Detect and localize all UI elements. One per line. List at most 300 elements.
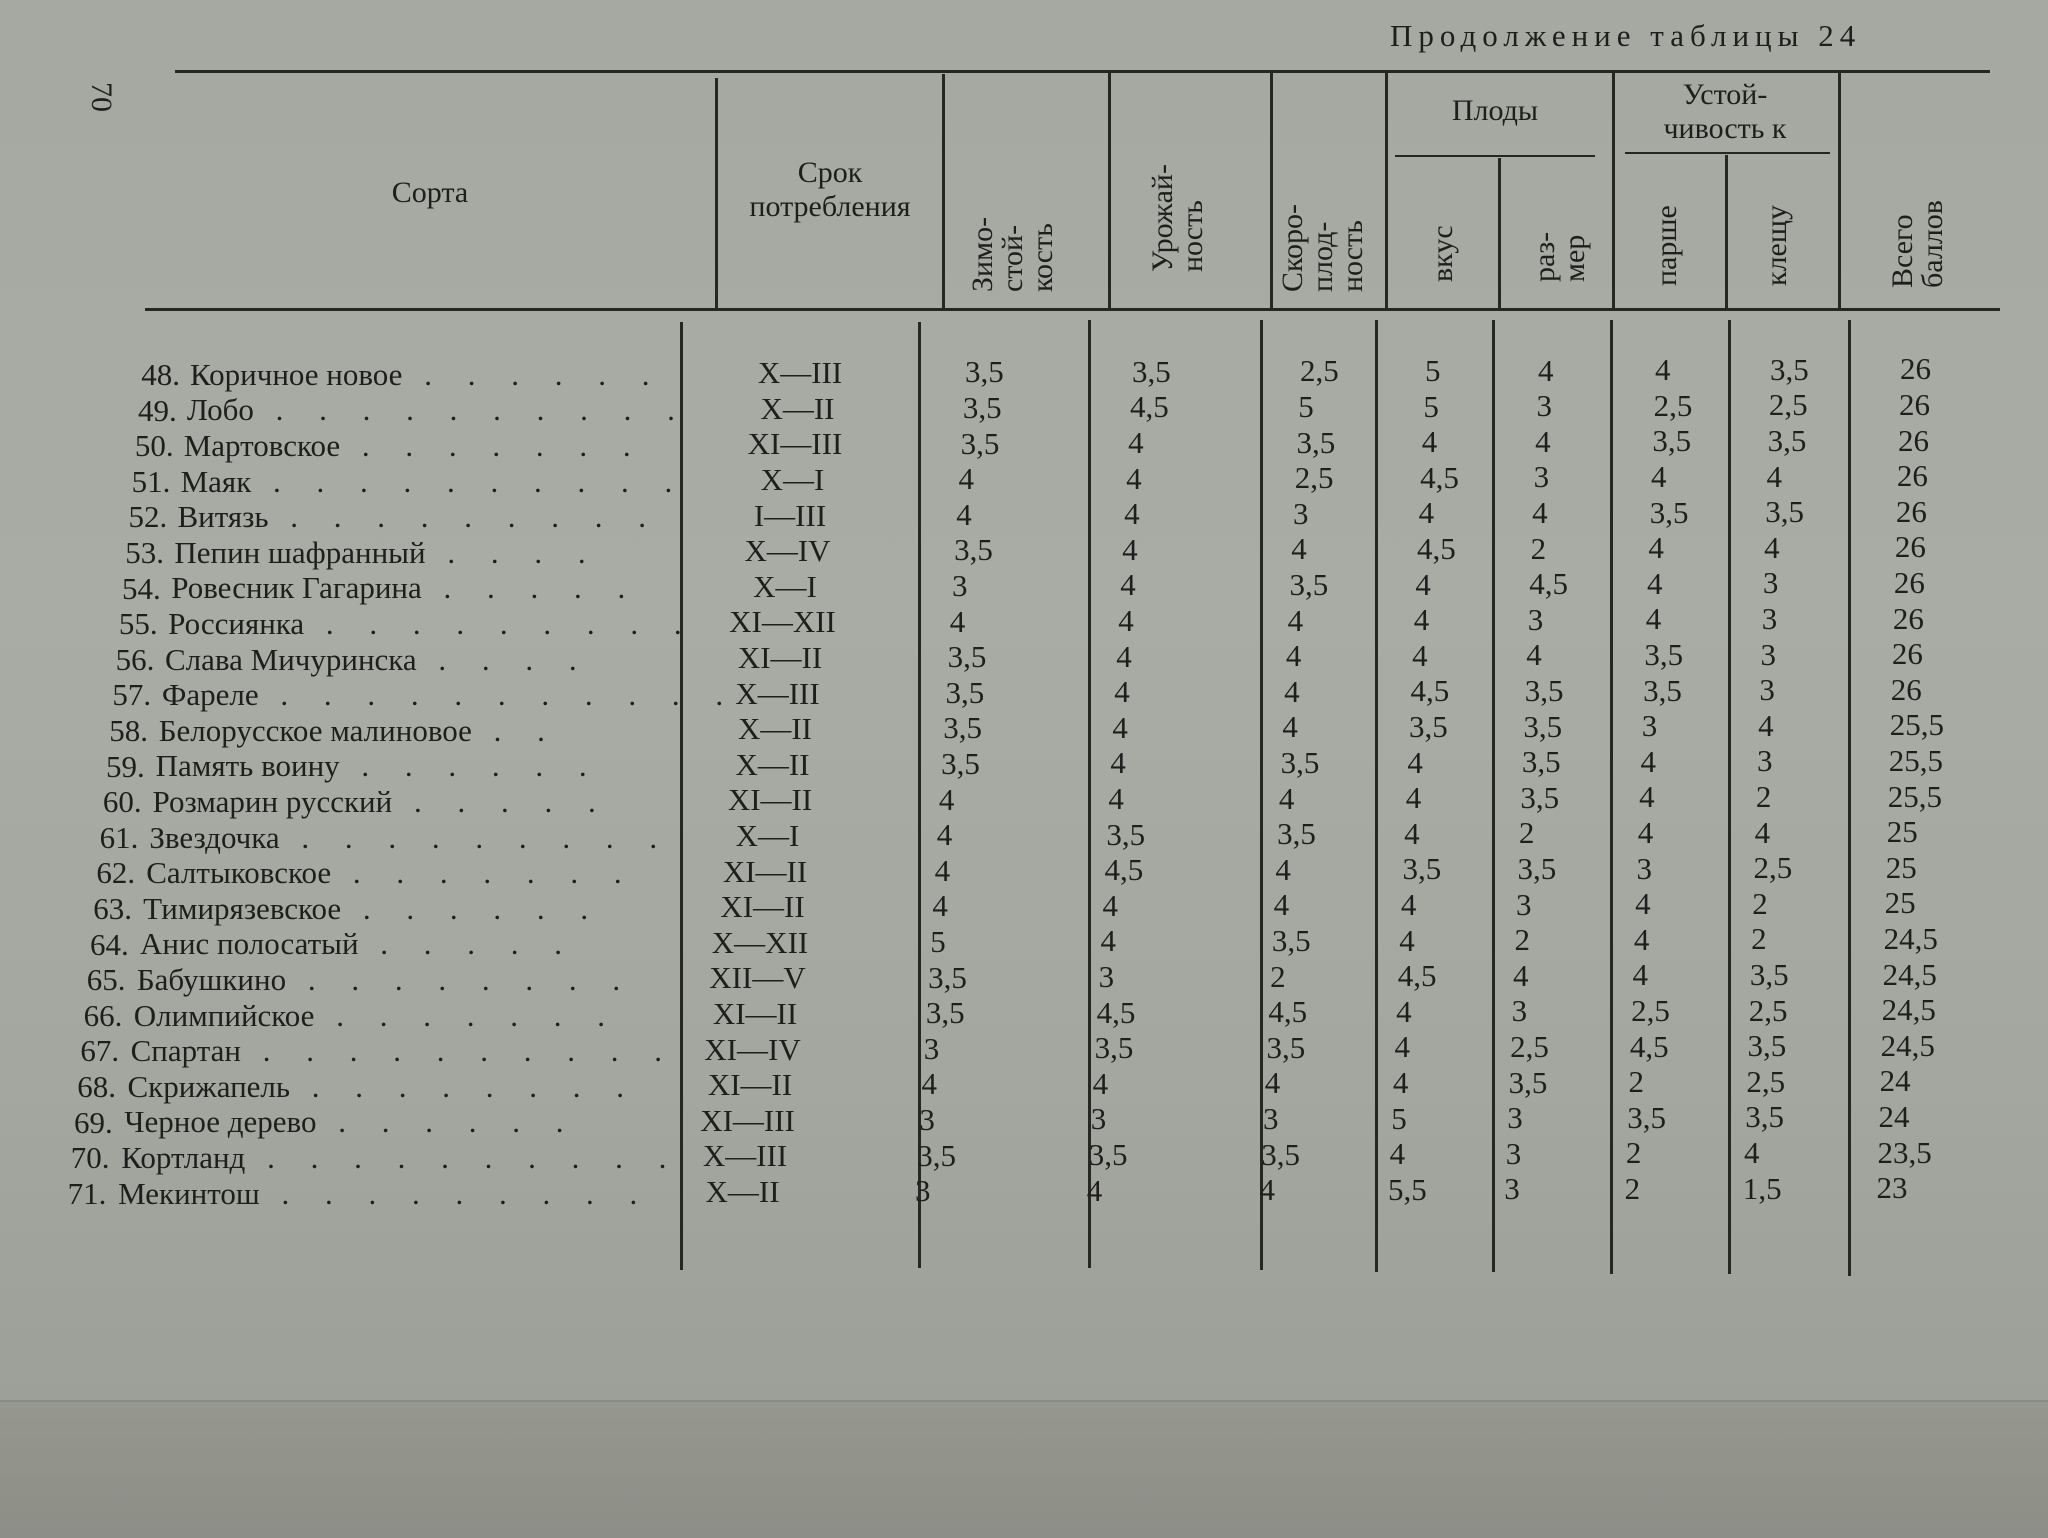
variety-name-text: Спартан <box>130 1033 241 1069</box>
cell-size: 3 <box>1515 886 1532 922</box>
header-variety: Сорта <box>391 176 469 209</box>
variety-name-text: Мартовское <box>183 428 341 463</box>
table-row <box>0 351 2048 392</box>
header-resistance: Устой- чивость к <box>1663 78 1787 145</box>
cell-yield: 4 <box>1086 1172 1103 1208</box>
header-yield: Урожай- ность <box>1146 164 1209 272</box>
page-edge-shadow <box>0 1400 2048 1538</box>
cell-winter: 3,5 <box>945 674 985 710</box>
leader-dots: . . . . . . . . . . <box>251 463 687 499</box>
variety-name-text: Витязь <box>177 499 269 535</box>
table-row <box>0 885 2048 926</box>
cell-yield: 4 <box>1100 923 1117 959</box>
variety-name-text: Слава Мичуринска <box>164 641 417 677</box>
cell-mite: 2 <box>1752 885 1768 921</box>
cell-taste: 4,5 <box>1410 673 1450 709</box>
cell-scab: 4 <box>1655 352 1671 388</box>
cell-precocity: 5 <box>1298 388 1314 424</box>
cell-size: 3,5 <box>1508 1064 1548 1100</box>
cell-yield: 4 <box>1126 460 1142 496</box>
cell-precocity: 4 <box>1284 673 1300 709</box>
variety-name-text: Звездочка <box>149 819 280 855</box>
cell-winter: 5 <box>930 923 946 959</box>
cell-taste: 4 <box>1389 1136 1406 1172</box>
leader-dots: . . . . . <box>392 784 610 819</box>
header-taste: вкус <box>1426 225 1459 282</box>
table-row <box>0 671 2048 713</box>
variety-name <box>130 1033 676 1069</box>
leader-dots: . . . . . <box>421 570 640 606</box>
leader-dots: . . . . . . . <box>340 428 645 463</box>
cell-size: 3 <box>1527 601 1544 637</box>
cell-size: 2 <box>1518 815 1535 851</box>
variety-name <box>136 962 635 997</box>
variety-name <box>180 463 687 499</box>
cell-scab: 4 <box>1637 814 1654 850</box>
cell-yield: 4 <box>1116 638 1132 674</box>
cell-precocity: 3,5 <box>1271 922 1311 958</box>
cell-term: XI—III <box>747 426 843 462</box>
variety-name <box>177 499 661 535</box>
cell-winter: 4 <box>938 781 955 817</box>
cell-winter: 3,5 <box>954 532 993 568</box>
cell-term: X—IV <box>744 533 831 569</box>
cell-yield: 4 <box>1120 567 1136 603</box>
cell-scab: 4 <box>1648 530 1664 566</box>
cell-taste: 4 <box>1412 637 1428 673</box>
cell-total: 26 <box>1893 565 1925 601</box>
cell-precocity: 4 <box>1275 851 1291 887</box>
table-row <box>0 422 2048 464</box>
table-row <box>0 1134 2048 1176</box>
cell-taste: 4,5 <box>1416 530 1456 566</box>
cell-scab: 4 <box>1639 779 1655 815</box>
header-mite: клещу <box>1760 205 1793 286</box>
cell-scab: 2 <box>1628 1064 1645 1100</box>
cell-num: 51. <box>131 463 171 499</box>
variety-name <box>121 1140 681 1175</box>
cell-size: 2 <box>1514 922 1531 958</box>
cell-num: 55. <box>118 606 158 642</box>
header-precocity: Скоро- плод- ность <box>1276 203 1369 292</box>
cell-yield: 3 <box>1090 1101 1107 1137</box>
cell-precocity: 4 <box>1278 780 1295 816</box>
cell-mite: 2,5 <box>1746 1063 1786 1099</box>
cell-taste: 4 <box>1405 780 1422 816</box>
cell-term: X—II <box>760 390 835 426</box>
cell-num: 63. <box>93 891 132 926</box>
cell-size: 4 <box>1535 423 1551 459</box>
leader-dots: . . . . . . . . . <box>259 1175 652 1211</box>
variety-name-text: Фареле <box>161 677 259 713</box>
variety-name <box>168 606 696 641</box>
cell-size: 3,5 <box>1524 672 1564 708</box>
variety-name <box>139 926 577 962</box>
cell-taste: 4 <box>1421 424 1438 460</box>
leader-dots: . . . . <box>425 534 600 570</box>
cell-precocity: 3,5 <box>1277 816 1316 852</box>
cell-term: XII—V <box>709 960 806 996</box>
variety-name-text: Белорусское малиновое <box>158 712 472 748</box>
cell-mite: 4 <box>1754 814 1771 850</box>
cell-winter: 3,5 <box>941 745 980 781</box>
cell-taste: 4 <box>1399 922 1415 958</box>
cell-mite: 3 <box>1759 672 1775 708</box>
cell-total: 24,5 <box>1882 956 1937 992</box>
cell-scab: 3 <box>1636 850 1652 886</box>
cell-num: 53. <box>125 535 164 570</box>
cell-term: XI—II <box>712 996 798 1031</box>
cell-size: 4 <box>1538 352 1554 388</box>
cell-mite: 3,5 <box>1745 1099 1784 1135</box>
table-row <box>0 956 2048 998</box>
cell-num: 57. <box>112 677 152 713</box>
cell-num: 65. <box>86 962 126 998</box>
cell-winter: 4 <box>956 496 972 532</box>
variety-name <box>124 1104 578 1140</box>
cell-mite: 2 <box>1751 921 1767 957</box>
cell-size: 2 <box>1530 530 1547 566</box>
cell-total: 24,5 <box>1883 921 1938 957</box>
cell-num: 49. <box>138 392 177 428</box>
cell-scab: 4 <box>1645 601 1662 637</box>
cell-total: 26 <box>1896 458 1928 494</box>
cell-term: X—III <box>702 1138 788 1174</box>
cell-num: 54. <box>122 570 161 606</box>
cell-term: XI—XII <box>729 604 836 640</box>
variety-name-text: Олимпийское <box>133 997 315 1033</box>
cell-precocity: 2,5 <box>1300 353 1339 389</box>
cell-mite: 2,5 <box>1748 992 1788 1028</box>
leader-dots: . . . . . . . . . <box>279 819 672 855</box>
header-consumption: Срок потребления <box>749 156 911 223</box>
cell-num: 71. <box>67 1175 107 1211</box>
variety-name <box>152 784 610 819</box>
cell-precocity: 3 <box>1292 495 1309 531</box>
cell-term: X—XII <box>711 924 809 960</box>
cell-mite: 3 <box>1760 636 1777 672</box>
table-row <box>0 814 2048 855</box>
cell-size: 4 <box>1513 957 1529 993</box>
leader-dots: . . . . . . . . . <box>304 606 696 641</box>
variety-name <box>161 677 738 713</box>
cell-taste: 5 <box>1391 1100 1407 1136</box>
cell-term: XI—II <box>720 889 805 925</box>
cell-term: X—I <box>753 568 817 604</box>
variety-name <box>190 356 664 392</box>
cell-total: 23 <box>1876 1170 1908 1206</box>
variety-name <box>127 1068 639 1104</box>
cell-yield: 4 <box>1122 531 1138 567</box>
cell-total: 26 <box>1895 493 1927 529</box>
cell-term: XI—IV <box>704 1031 801 1067</box>
cell-term: XI—II <box>727 782 813 818</box>
cell-yield: 4 <box>1114 674 1130 710</box>
cell-yield: 4 <box>1092 1065 1109 1101</box>
cell-total: 25,5 <box>1887 778 1942 814</box>
cell-yield: 4,5 <box>1130 389 1169 425</box>
cell-num: 64. <box>90 926 129 962</box>
table-row <box>0 636 2048 677</box>
cell-yield: 4 <box>1112 709 1128 745</box>
cell-size: 3,5 <box>1520 779 1560 815</box>
cell-winter: 4 <box>932 888 948 924</box>
cell-total: 24 <box>1879 1063 1911 1099</box>
cell-total: 26 <box>1894 529 1926 565</box>
cell-num: 69. <box>73 1104 113 1140</box>
leader-dots: . . . . . . . . <box>286 962 635 997</box>
cell-winter: 3,5 <box>928 959 967 995</box>
cell-yield: 4 <box>1128 425 1144 461</box>
cell-taste: 3,5 <box>1402 851 1442 887</box>
cell-yield: 3,5 <box>1106 816 1146 852</box>
header-bottom-rule <box>145 308 2000 311</box>
variety-name <box>171 570 640 606</box>
header-vline <box>1270 72 1273 310</box>
cell-scab: 3,5 <box>1627 1099 1666 1135</box>
cell-total: 26 <box>1898 387 1930 423</box>
cell-winter: 3 <box>915 1173 931 1209</box>
cell-mite: 3,5 <box>1749 957 1789 993</box>
cell-precocity: 3,5 <box>1296 424 1336 460</box>
cell-num: 66. <box>83 997 123 1033</box>
cell-term: XI—II <box>722 853 808 889</box>
table-row <box>0 565 2048 606</box>
cell-term: X—I <box>760 462 825 497</box>
variety-name <box>186 392 689 428</box>
cell-term: X—III <box>735 675 820 711</box>
cell-total: 24,5 <box>1881 992 1936 1028</box>
cell-precocity: 4 <box>1287 602 1304 638</box>
variety-name <box>164 641 591 677</box>
fruits-subrule <box>1395 155 1595 157</box>
cell-total: 25,5 <box>1888 743 1943 779</box>
leader-dots: . . . . . . <box>402 356 664 392</box>
cell-precocity: 3,5 <box>1280 744 1320 780</box>
cell-term: X—II <box>705 1174 780 1209</box>
leader-dots: . . . . . . <box>339 748 601 784</box>
cell-total: 24,5 <box>1880 1027 1935 1063</box>
cell-yield: 4 <box>1124 496 1140 532</box>
header-fruits: Плоды <box>1451 94 1539 127</box>
variety-name-text: Память воину <box>155 748 340 784</box>
cell-num: 68. <box>77 1069 116 1104</box>
cell-num: 62. <box>96 855 136 891</box>
variety-name-text: Салтыковское <box>146 855 332 891</box>
cell-scab: 3,5 <box>1643 672 1682 708</box>
table-row <box>0 992 2048 1033</box>
cell-scab: 4 <box>1632 957 1648 993</box>
variety-name <box>149 819 672 855</box>
cell-mite: 3,5 <box>1747 1028 1787 1064</box>
cell-scab: 4 <box>1640 743 1656 779</box>
cell-term: X—III <box>757 355 843 391</box>
cell-size: 2,5 <box>1510 1028 1549 1064</box>
table-row <box>0 1063 2048 1104</box>
cell-size: 3 <box>1504 1171 1520 1207</box>
cell-size: 3 <box>1533 459 1550 495</box>
table-row <box>0 921 2048 962</box>
cell-yield: 3,5 <box>1088 1137 1128 1173</box>
cell-total: 25 <box>1886 814 1918 850</box>
cell-yield: 4,5 <box>1096 994 1136 1030</box>
cell-winter: 3,5 <box>965 354 1004 390</box>
cell-mite: 3,5 <box>1767 423 1807 459</box>
cell-precocity: 4 <box>1259 1172 1276 1208</box>
cell-num: 58. <box>109 713 148 748</box>
cell-precocity: 4,5 <box>1268 994 1308 1030</box>
cell-taste: 4 <box>1400 886 1417 922</box>
leader-dots: . . . . . . <box>316 1104 578 1140</box>
variety-name-text: Бабушкино <box>136 962 287 997</box>
cell-taste: 4 <box>1396 993 1412 1029</box>
header-vline <box>942 74 945 310</box>
leader-dots: . . . . . . . . . . <box>253 392 689 428</box>
table-row <box>0 529 2048 570</box>
cell-precocity: 3 <box>1263 1100 1279 1136</box>
cell-precocity: 2,5 <box>1294 460 1334 496</box>
variety-name <box>174 534 600 570</box>
header-scab: парше <box>1650 205 1683 286</box>
variety-name <box>118 1175 652 1211</box>
table-top-rule <box>175 70 1990 73</box>
variety-name-text: Лобо <box>186 392 254 428</box>
header-vline <box>715 78 718 310</box>
variety-name <box>143 890 603 926</box>
cell-total: 26 <box>1890 671 1922 707</box>
cell-scab: 2,5 <box>1653 387 1693 423</box>
cell-size: 3 <box>1511 993 1528 1029</box>
cell-mite: 3,5 <box>1765 494 1805 530</box>
cell-precocity: 4 <box>1285 638 1302 674</box>
variety-name-text: Кортланд <box>121 1140 246 1175</box>
leader-dots: . . . . <box>416 641 591 677</box>
cell-winter: 3 <box>923 1030 940 1066</box>
variety-name-text: Тимирязевское <box>143 890 342 926</box>
cell-precocity: 2 <box>1270 958 1286 994</box>
cell-yield: 4 <box>1102 887 1118 923</box>
cell-total: 26 <box>1900 351 1931 387</box>
header-vline <box>1385 70 1388 310</box>
cell-precocity: 4 <box>1282 709 1298 745</box>
cell-scab: 4 <box>1633 921 1650 957</box>
cell-total: 24 <box>1878 1099 1910 1135</box>
cell-taste: 4 <box>1415 566 1431 602</box>
cell-size: 3 <box>1505 1135 1522 1171</box>
cell-winter: 4 <box>958 461 974 497</box>
cell-taste: 4,5 <box>1397 958 1437 994</box>
cell-taste: 3,5 <box>1408 708 1448 744</box>
table-row <box>0 778 2048 820</box>
variety-name-text: Пепин шафранный <box>174 534 426 570</box>
cell-mite: 3 <box>1761 601 1778 637</box>
cell-num: 52. <box>128 499 168 535</box>
cell-precocity: 4 <box>1273 887 1290 923</box>
cell-scab: 2 <box>1625 1135 1642 1171</box>
table-row <box>0 1027 2048 1069</box>
cell-size: 4 <box>1526 637 1542 673</box>
cell-winter: 4 <box>949 603 966 639</box>
cell-scab: 4 <box>1647 565 1663 601</box>
cell-total: 25 <box>1885 849 1917 885</box>
cell-mite: 3,5 <box>1770 351 1809 387</box>
cell-scab: 4 <box>1651 458 1667 494</box>
cell-taste: 4 <box>1407 744 1423 780</box>
table-row <box>0 849 2048 891</box>
cell-yield: 3,5 <box>1094 1030 1134 1066</box>
running-head: Продолжение таблицы 24 <box>1390 18 1862 53</box>
leader-dots: . . . . . . . <box>331 855 636 891</box>
variety-name <box>133 997 619 1033</box>
cell-mite: 2 <box>1755 779 1772 815</box>
cell-term: I—III <box>753 497 827 533</box>
cell-taste: 5 <box>1423 388 1439 424</box>
variety-name <box>146 855 636 891</box>
table-row <box>0 458 2048 499</box>
leader-dots: . . <box>471 712 559 748</box>
cell-num: 56. <box>115 641 155 677</box>
cell-winter: 3,5 <box>962 389 1002 425</box>
variety-name-text: Скрижапель <box>127 1068 291 1104</box>
cell-term: X—II <box>737 711 813 747</box>
cell-precocity: 4 <box>1291 531 1307 567</box>
leader-dots: . . . . . . <box>341 890 603 926</box>
cell-yield: 3 <box>1098 959 1115 995</box>
cell-mite: 4 <box>1758 707 1774 743</box>
cell-term: X—I <box>735 818 800 853</box>
variety-name <box>155 748 601 784</box>
variety-name-text: Анис полосатый <box>139 926 359 962</box>
cell-total: 26 <box>1891 636 1923 672</box>
leader-dots: . . . . . . . . . . . <box>258 677 738 713</box>
table-row <box>0 493 2048 535</box>
header-size: раз- мер <box>1528 231 1591 282</box>
cell-yield: 3,5 <box>1132 353 1171 389</box>
cell-size: 3,5 <box>1521 744 1561 780</box>
cell-total: 26 <box>1897 422 1929 458</box>
cell-taste: 5 <box>1425 352 1441 388</box>
cell-num: 59. <box>106 748 145 784</box>
cell-taste: 4 <box>1392 1064 1409 1100</box>
cell-winter: 3 <box>919 1101 935 1137</box>
cell-size: 3,5 <box>1517 850 1557 886</box>
cell-yield: 4,5 <box>1104 852 1144 888</box>
cell-winter: 3,5 <box>917 1137 956 1173</box>
variety-name <box>183 428 645 463</box>
cell-scab: 3,5 <box>1649 494 1689 530</box>
cell-size: 3,5 <box>1523 708 1563 744</box>
cell-size: 4,5 <box>1529 566 1568 602</box>
cell-scab: 3,5 <box>1644 636 1684 672</box>
cell-total: 25,5 <box>1889 707 1945 743</box>
cell-precocity: 3,5 <box>1261 1136 1301 1172</box>
cell-term: XI—II <box>707 1067 793 1103</box>
header-winter: Зимо- стой- кость <box>966 216 1059 292</box>
cell-num: 48. <box>141 357 180 392</box>
cell-scab: 3 <box>1641 708 1658 744</box>
header-vline <box>1725 155 1728 310</box>
cell-scab: 4 <box>1635 886 1651 922</box>
cell-term: XI—II <box>737 640 823 675</box>
leader-dots: . . . . . . . . . <box>268 499 661 535</box>
table-row <box>0 743 2048 784</box>
cell-num: 61. <box>99 819 139 855</box>
cell-size: 3 <box>1507 1100 1523 1136</box>
cell-scab: 2 <box>1624 1170 1641 1206</box>
cell-num: 70. <box>70 1140 110 1176</box>
leader-dots: . . . . . . . . . . <box>241 1033 676 1069</box>
cell-winter: 3,5 <box>925 995 965 1031</box>
